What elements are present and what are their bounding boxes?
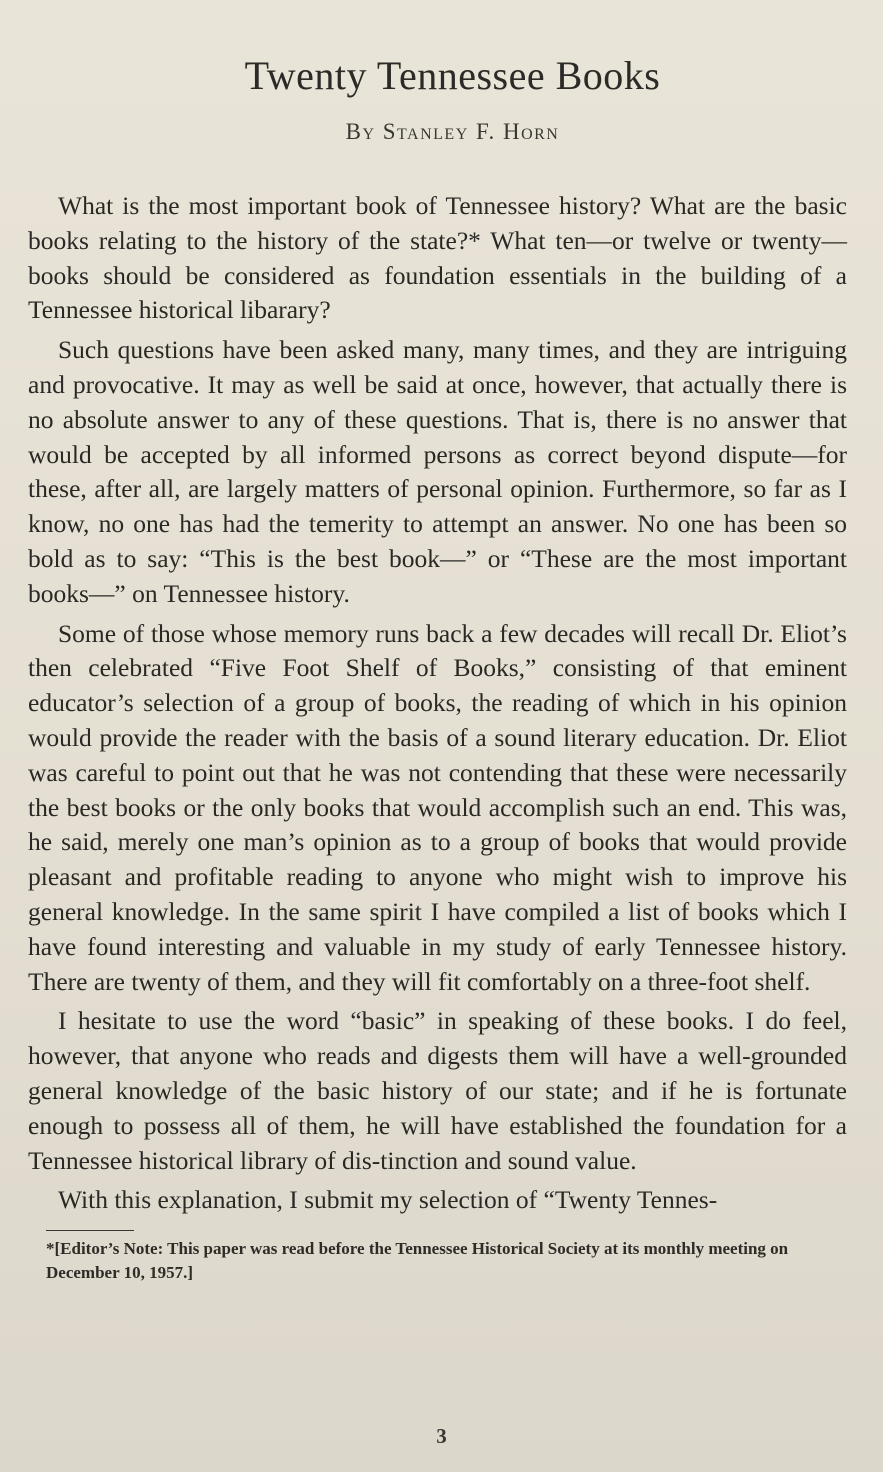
page-number: 3 [436, 1424, 447, 1448]
paragraph: With this explanation, I submit my selection of “Twenty Tennes- [58, 1185, 718, 1215]
article-body [28, 189, 847, 1218]
editors-footnote: *[Editor’s Note: This paper was read before the Tennessee Historical Society at its monthly meeting on December 10, 1957.] [46, 1239, 789, 1283]
paragraph: Some of those whose memory runs back a few decades will recall Dr. Eliot’s then celebrated “Five Foot Shelf of Books,” consisting of that eminent educator’s selection of a group of books, the reading of which in his opinion would provide the reader with the basis of a sound literary education. Dr. Eliot was careful to point out that he was not contending that these were necessarily the best books or the only books that would accomplish such an end. This was, he said, merely one man’s opinion as to a group of books that would provide pleasant and profitable reading to anyone who might wish to improve his general knowledge. In the same spirit I have compiled a list of books which I have found interesting and valuable in my study of early Tennessee history. There are twenty of them, and they will fit comfortably on a three-foot shelf. [28, 618, 847, 996]
article-byline: By Stanley F. Horn [345, 119, 560, 144]
paragraph: I hesitate to use the word “basic” in speaking of these books. I do feel, however, that anyone who reads and digests them will have a well-grounded general knowledge of the basic history of our state; and if he is fortunate enough to possess all of them, he will have established the foundation for a Tennessee historical library of dis-tinction and sound value. [28, 1006, 847, 1175]
footnote-divider [46, 1230, 134, 1231]
paragraph: Such questions have been asked many, many times, and they are intriguing and provocative. It may as well be said at once, however, that actually there is no absolute answer to any of these questions. That is, there is no answer that would be accepted by all informed persons as correct beyond dispute—for these, after all, are largely matters of personal opinion. Furthermore, so far as I know, no one has had the temerity to attempt an answer. No one has been so bold as to say: “This is the best book—” or “These are the most important books—” on Tennessee history. [28, 335, 847, 608]
paragraph: What is the most important book of Tennessee history? What are the basic books relating to the history of the state?* What ten—or twelve or twenty—books should be considered as foundation essentials in the building of a Tennessee historical libarary? [28, 191, 847, 325]
article-title: Twenty Tennessee Books [244, 53, 661, 98]
